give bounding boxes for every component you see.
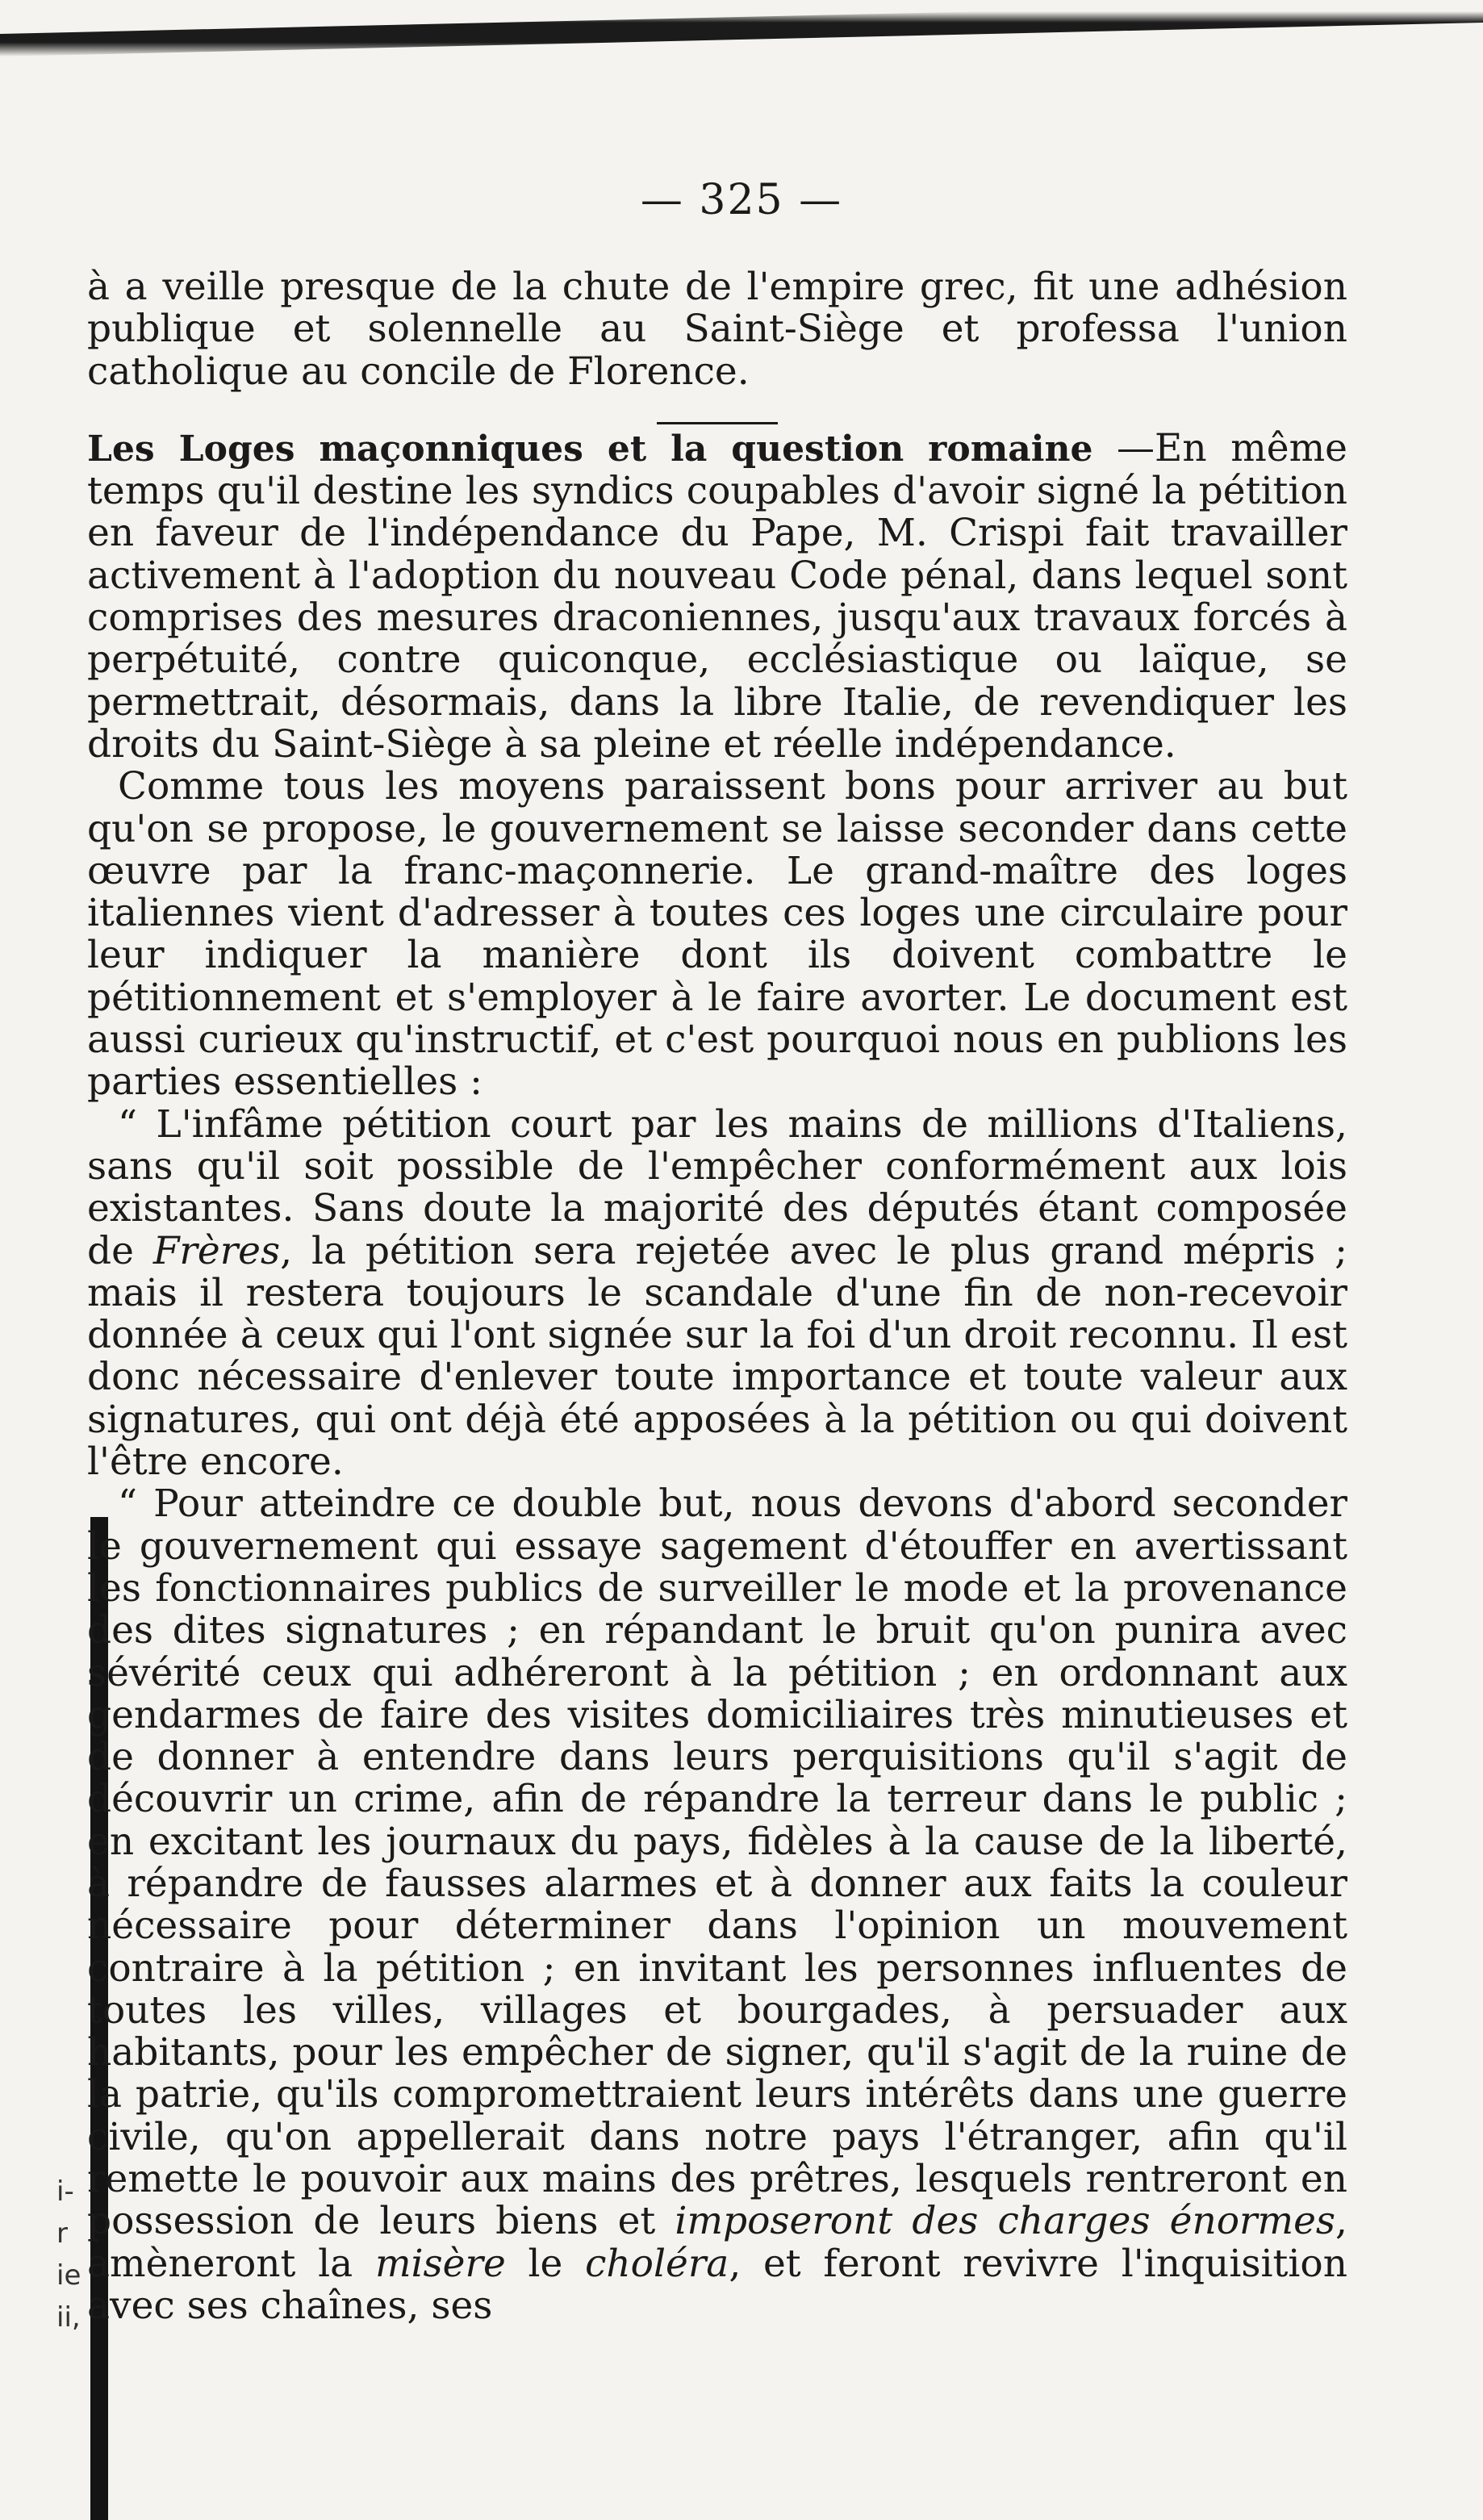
quote-paragraph-1 bbox=[87, 1101, 1347, 1485]
margin-mark: i- bbox=[56, 2175, 74, 2208]
margin-mark: ie bbox=[56, 2259, 81, 2292]
italic-phrase: misère bbox=[374, 2241, 506, 2286]
quote-text-end: , et feront revivre l'inquisition avec ses chaînes, ses bbox=[87, 2241, 1347, 2328]
italic-term: Frères bbox=[152, 1228, 281, 1273]
italic-phrase: imposeront des charges énormes bbox=[675, 2199, 1336, 2244]
paragraph-section-start bbox=[87, 425, 1347, 767]
section-divider bbox=[657, 422, 778, 424]
margin-mark: r bbox=[56, 2217, 68, 2250]
page-body bbox=[87, 266, 1347, 2327]
scan-edge-band bbox=[0, 0, 1483, 56]
quote-text-mid: , amèneront la bbox=[87, 2199, 1347, 2286]
paragraph-continuation: à a veille presque de la chute de l'empire grec, fit une adhésion publique et solennelle au Saint-Siège et professa l'union catholique au concile de Florence. bbox=[87, 265, 1347, 394]
quote-text-rest: , la pétition sera rejetée avec le plus grand mépris ; mais il restera toujours le scandale d'une fin de non-recevoir donnée à ceux qui l'ont signée sur la foi d'un droit reconnu. Il est donc nécessaire d'enlever toute importance et toute valeur aux signatures, qui ont déjà été apposées à la pétition ou qui doivent l'être encore. bbox=[87, 1228, 1347, 1485]
quote-text-mid: le bbox=[505, 2241, 586, 2286]
quote-text: “ Pour atteindre ce double but, nous devons d'abord seconder le gouvernement qui essaye sagement d'étouffer en avertissant les fonctionnaires publics de surveiller le mode et la provenance des dites signatures ; en répandant le bruit qu'on punira avec sévérité ceux qui adhéreront à la pétition ; en ordonnant aux gendarmes de faire des visites domiciliaires très minutieuses et de donner à entendre dans leurs perquisitions qu'il s'agit de découvrir un crime, afin de répandre la terreur dans le public ; en excitant les journaux du pays, fidèles à la cause de la liberté, à répandre de fausses alarmes et à donner aux faits la couleur nécessaire pour déterminer dans l'opinion un mouvement contraire à la pétition ; en invitant les personnes influentes de toutes les villes, villages et bourgades, à persuader aux habitants, pour les empêcher de signer, qu'il s'agit de la ruine de la patrie, qu'ils compromettraient leurs intérêts dans une guerre civile, qu'on appellerait dans notre pays l'étranger, afin qu'il remette le pouvoir aux mains des prêtres, lesquels rentreront en possession de leurs biens et bbox=[87, 1481, 1347, 2244]
paragraph-section-text: qu'il destine les syndics coupables d'avoir signé la pétition en faveur de l'indépendance du Pape, M. Crispi fait travailler activement à l'adoption du nouveau Code pénal, dans lequel sont comprises des mesures draconiennes, jusqu'aux travaux forcés à perpétuité, contre quiconque, ecclésiastique ou laïque, se permettrait, désormais, dans la libre Italie, de revendiquer les droits du Saint-Siège à sa pleine et réelle indépendance. bbox=[87, 469, 1347, 767]
paragraph-franc-maconnerie: Comme tous les moyens paraissent bons pour arriver au but qu'on se propose, le gouvernement se laisse seconder dans cette œuvre par la franc-maçonnerie. Le grand-maître des loges italiennes vient d'adresser à toutes ces loges une circulaire pour leur indiquer la manière dont ils doivent combattre le pétitionnement et s'employer à le faire avorter. Le document est aussi curieux qu'instructif, et c'est pourquoi nous en publions les parties essentielles : bbox=[87, 764, 1347, 1105]
section-heading: Les Loges maçonniques et la question romaine bbox=[87, 428, 1093, 470]
margin-mark: ii, bbox=[56, 2301, 81, 2334]
quote-text: “ L'infâme pétition court par les mains de millions d'Italiens, sans qu'il soit possible de l'empêcher conformément aux lois existantes. Sans doute la majorité des députés étant composée de bbox=[87, 1101, 1347, 1273]
quote-paragraph-2 bbox=[87, 1483, 1347, 2327]
section-heading-dash: —En même temps bbox=[87, 425, 1347, 514]
page-number: — 325 — bbox=[640, 176, 843, 224]
italic-phrase: choléra bbox=[585, 2241, 729, 2286]
